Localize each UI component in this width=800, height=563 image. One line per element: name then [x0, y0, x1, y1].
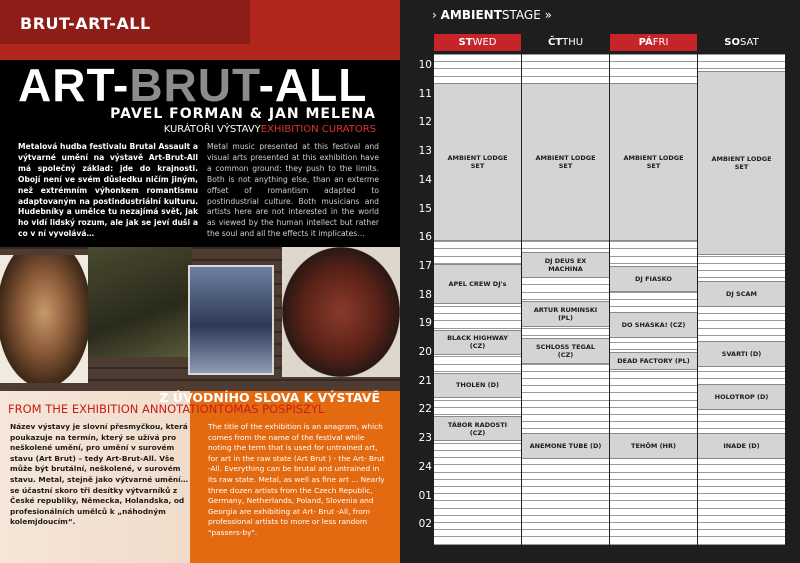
grid-line [610, 407, 697, 408]
grid-line [610, 515, 697, 516]
curators-label [164, 124, 376, 135]
event-name: AMBIENT LODGE SET [447, 153, 508, 170]
hour-label: 17 [418, 259, 432, 272]
grid-line [522, 248, 609, 249]
event-name: HOLOTROP (D) [714, 392, 769, 401]
hour-label: 10 [418, 59, 432, 71]
grid-line [522, 299, 609, 300]
grid-line [522, 292, 609, 293]
grid-line [522, 493, 609, 494]
stage-name-rest: STAGE [501, 8, 541, 22]
grid-line [522, 61, 609, 62]
grid-line [522, 392, 609, 393]
stage-name-bold: AMBIENT [440, 8, 502, 22]
grid-line [522, 536, 609, 537]
grid-line [698, 508, 785, 509]
grid-line [698, 263, 785, 264]
event-block [698, 384, 785, 410]
grid-line [522, 68, 609, 69]
grid-line [434, 508, 521, 509]
grid-line [434, 400, 521, 401]
grid-line [610, 342, 697, 343]
grid-line [698, 493, 785, 494]
event-name: DJ FIASKO [635, 275, 672, 284]
grid-line [522, 328, 609, 329]
event-block [522, 338, 609, 364]
grid-line [610, 421, 697, 422]
grid-line [610, 472, 697, 473]
grid-line [434, 457, 521, 458]
intro-text-en: Metal music presented at this festival and visual arts presented at this exhibition have a common ground: they push to the limits. Both is not anything else, than an exterme offset of romantism adapted to postindustrial culture. Both musicians and artists here are not interested in the world as viewed by the human intellect but rather the soul and all the effects it implicates… [207, 142, 379, 239]
grid-line [698, 378, 785, 379]
hour-label: 21 [418, 374, 432, 387]
title-part-2: BRUT [129, 59, 259, 111]
annotation-author: TOMAS POSPISZYL [217, 402, 325, 416]
exhibition-title [18, 59, 368, 111]
grid-line [610, 464, 697, 465]
event-name: AMBIENT LODGE SET [623, 153, 684, 170]
grid-line [698, 68, 785, 69]
grid-line [434, 76, 521, 77]
artwork-gallery [0, 247, 400, 391]
annotation-text-en: The title of the exhibition is an anagram, which comes from the name of the festival while noting the term that is used for untrained art, for art in the raw state (Art Brut ) - the Art- Brut -All. Everything can be brutal and untrained in its raw state. Metal, as well as fine art ... Nearly three dozen artists from the Czech Republic, Germany, Netherlands, Poland, Slovenia and Georgia are exhibiting at Art- Brut -All, from professional artists to more or less random "passers-by". [208, 422, 385, 537]
grid-line [522, 515, 609, 516]
artwork-bronze-heart [0, 255, 88, 383]
grid-line [522, 385, 609, 386]
event-name: SVARTI (D) [721, 349, 762, 358]
event-name: BLACK HIGHWAY (CZ) [447, 334, 508, 351]
event-name: THOLEN (D) [455, 381, 500, 390]
grid-line [610, 54, 697, 55]
event-name: DO SHASKA! (CZ) [621, 321, 686, 330]
hour-label: 15 [418, 202, 432, 215]
grid-line [610, 61, 697, 62]
event-block [434, 330, 521, 356]
day-cz: ST [458, 37, 473, 48]
grid-line [434, 522, 521, 523]
hour-label: 18 [418, 288, 432, 301]
title-part-3: -ALL [258, 59, 368, 111]
grid-line [522, 544, 609, 545]
event-block [698, 341, 785, 367]
grid-line [434, 256, 521, 257]
event-block [698, 433, 785, 459]
event-block [522, 252, 609, 278]
grid-line [522, 464, 609, 465]
event-block [522, 301, 609, 327]
grid-line [434, 407, 521, 408]
grid-line [698, 479, 785, 480]
event-block [610, 312, 697, 338]
grid-line [610, 544, 697, 545]
grid-line [610, 248, 697, 249]
grid-line [610, 263, 697, 264]
grid-line [610, 378, 697, 379]
grid-line [698, 486, 785, 487]
grid-line [698, 335, 785, 336]
grid-line [610, 522, 697, 523]
grid-line [522, 284, 609, 285]
day-cz: SO [724, 37, 740, 48]
grid-line [610, 385, 697, 386]
grid-line [434, 529, 521, 530]
event-block [698, 281, 785, 307]
grid-line [698, 472, 785, 473]
schedule-column-sat [698, 54, 785, 544]
stage-header [432, 8, 552, 22]
grid-line [698, 270, 785, 271]
event-name: DJ DEUS EX MACHINA [544, 256, 587, 273]
grid-line [434, 472, 521, 473]
grid-line [610, 486, 697, 487]
grid-line [698, 61, 785, 62]
event-name: INADE (D) [723, 441, 760, 450]
grid-line [610, 76, 697, 77]
day-cz: ČT [547, 37, 563, 48]
grid-line [434, 356, 521, 357]
grid-line [698, 277, 785, 278]
grid-line [610, 529, 697, 530]
grid-line [610, 536, 697, 537]
grid-line [434, 328, 521, 329]
schedule-column-fri [610, 54, 697, 544]
event-block [610, 83, 697, 241]
grid-line [610, 299, 697, 300]
grid-line [522, 371, 609, 372]
grid-line [698, 320, 785, 321]
grid-line [610, 493, 697, 494]
brand-label: BRUT-ART-ALL [20, 14, 151, 33]
annotation-heading-cz: Z ÚVODNÍHO SLOVA K VÝSTAVĚ [159, 390, 380, 405]
grid-line [522, 508, 609, 509]
hour-label: 14 [418, 173, 432, 186]
grid-line [434, 54, 521, 55]
hour-label: 19 [418, 317, 432, 330]
grid-line [610, 414, 697, 415]
stage-double-arrow-icon: » [544, 8, 552, 22]
grid-line [610, 428, 697, 429]
day-header-thu [522, 34, 609, 51]
grid-line [434, 486, 521, 487]
grid-line [698, 515, 785, 516]
grid-line [522, 421, 609, 422]
event-block [522, 433, 609, 459]
event-name: ANEMONE TUBE (D) [529, 441, 602, 450]
annotation-heading-en [8, 402, 324, 416]
annotation-en-label: FROM THE EXHIBITION ANNOTATION [8, 402, 218, 416]
hour-label: 12 [418, 116, 432, 129]
event-block [610, 266, 697, 292]
grid-line [522, 378, 609, 379]
grid-line [434, 320, 521, 321]
day-en: FRI [652, 37, 669, 48]
event-name: AMBIENT LODGE SET [535, 153, 596, 170]
day-en: SAT [739, 37, 759, 48]
grid-line [610, 392, 697, 393]
grid-line [522, 241, 609, 242]
hour-label: 16 [418, 231, 432, 244]
curators-en: EXHIBITION CURATORS [260, 124, 376, 135]
event-block [522, 83, 609, 241]
annotation-text-cz: Název výstavy je slovní přesmyčkou, která poukazuje na termín, který se užívá pro neškolené umění, pro umění v surovém stavu (Art Brut) – tedy Art-Brut-All. Vše může být brutální, neškolené, v surovém stavu. Metal, stejně jako výtvarné umění… se účastní skoro tři desítky výtvarníků z České republiky, Německa, Holandska, od profesionálních umělců k „náhodným kolemjdoucím“. [10, 422, 189, 527]
event-name: TEHÔM (HR) [631, 441, 676, 450]
grid-line [698, 536, 785, 537]
event-block [434, 83, 521, 241]
grid-line [698, 522, 785, 523]
grid-line [522, 407, 609, 408]
hour-label: 02 [418, 518, 432, 531]
day-header-wed [434, 34, 521, 51]
hour-label: 24 [418, 460, 432, 473]
event-name: AMBIENT LODGE SET [711, 155, 772, 172]
grid-line [434, 443, 521, 444]
day-cz: PÁ [638, 37, 653, 48]
grid-line [522, 486, 609, 487]
grid-line [698, 313, 785, 314]
event-name: ARTUR RUMINSKI (PL) [533, 305, 598, 322]
grid-line [610, 371, 697, 372]
artwork-gargoyle-painting [188, 265, 274, 375]
grid-line [434, 464, 521, 465]
grid-line [434, 306, 521, 307]
grid-line [698, 500, 785, 501]
grid-line [698, 371, 785, 372]
day-en: THU [562, 37, 584, 48]
event-block [434, 416, 521, 442]
grid-line [698, 328, 785, 329]
hour-label: 13 [418, 145, 432, 158]
stage-arrow-icon: › [432, 8, 437, 22]
grid-line [698, 54, 785, 55]
grid-line [522, 500, 609, 501]
grid-line [698, 544, 785, 545]
hour-label: 11 [418, 87, 432, 100]
day-header-fri [610, 34, 697, 51]
schedule-column-wed [434, 54, 521, 544]
grid-line [610, 400, 697, 401]
event-name: APEL CREW DJ's [448, 279, 507, 288]
grid-line [434, 68, 521, 69]
curator-names: PAVEL FORMAN & JAN MELENA [110, 106, 376, 122]
day-header-sat [698, 34, 785, 51]
grid-line [522, 428, 609, 429]
curators-cz: KURÁTOŘI VÝSTAVY [163, 124, 261, 135]
grid-line [610, 349, 697, 350]
hour-label: 20 [418, 346, 432, 358]
grid-line [610, 241, 697, 242]
hour-label: 22 [418, 403, 432, 416]
day-en: WED [472, 37, 497, 48]
hour-label: 01 [418, 489, 432, 502]
event-block [698, 71, 785, 255]
grid-line [522, 479, 609, 480]
grid-line [698, 421, 785, 422]
grid-line [610, 479, 697, 480]
grid-line [434, 536, 521, 537]
grid-line [610, 306, 697, 307]
event-name: DJ SCAM [725, 289, 758, 298]
grid-line [434, 500, 521, 501]
hour-label: 23 [418, 432, 432, 445]
grid-line [434, 313, 521, 314]
grid-line [522, 472, 609, 473]
grid-line [522, 76, 609, 77]
event-block [610, 433, 697, 459]
grid-line [434, 544, 521, 545]
grid-line [522, 54, 609, 55]
grid-line [698, 256, 785, 257]
grid-line [522, 529, 609, 530]
grid-line [610, 500, 697, 501]
grid-line [434, 450, 521, 451]
grid-line [522, 400, 609, 401]
grid-line [434, 479, 521, 480]
grid-line [698, 414, 785, 415]
event-name: TÁBOR RADOSTI (CZ) [447, 420, 508, 437]
grid-line [698, 529, 785, 530]
grid-line [522, 522, 609, 523]
event-block [434, 264, 521, 304]
grid-line [522, 335, 609, 336]
grid-line [522, 414, 609, 415]
grid-line [434, 241, 521, 242]
event-block [610, 352, 697, 369]
grid-line [610, 68, 697, 69]
grid-line [610, 508, 697, 509]
grid-line [434, 364, 521, 365]
artwork-skull-sculpture [282, 247, 400, 377]
event-name: SCHLOSS TEGAL (CZ) [535, 343, 596, 360]
intro-text-cz: Metalová hudba festivalu Brutal Assault a výtvarné umění na výstavě Art-Brut-All má společný základ: jde do krajnosti. Obojí není ve svém důsledku ničím jiným, než extrémním výhonkem romantismu adaptovaným na postindustriální kulturu. Hudebníky a umělce tu nezajímá svět, jak ho vidí lidský rozum, ale jak se jeví duši a co v ní vyvolává… [18, 142, 198, 239]
grid-line [434, 248, 521, 249]
grid-line [434, 515, 521, 516]
event-name: DEAD FACTORY (PL) [617, 357, 690, 366]
grid-line [434, 493, 521, 494]
grid-line [434, 61, 521, 62]
grid-line [610, 256, 697, 257]
grid-line [698, 428, 785, 429]
schedule-column-thu [522, 54, 609, 544]
event-block [434, 373, 521, 399]
artwork-dark-painting [88, 247, 192, 357]
grid-line [698, 464, 785, 465]
title-part-1: ART- [18, 59, 130, 111]
